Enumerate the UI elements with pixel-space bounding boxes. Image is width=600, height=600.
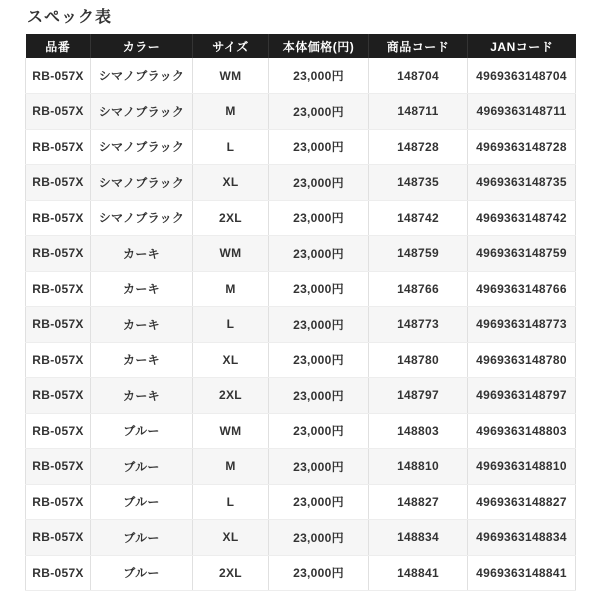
part-number-cell: RB-057X xyxy=(26,307,91,343)
part-number-cell: RB-057X xyxy=(26,342,91,378)
table-row xyxy=(26,449,576,485)
table-row xyxy=(26,94,576,130)
price-cell: 23,000円 xyxy=(269,449,369,485)
spec-table-header xyxy=(26,34,576,58)
product-code-cell: 148766 xyxy=(369,271,468,307)
spec-table xyxy=(25,34,576,591)
jan-code-cell: 4969363148711 xyxy=(468,94,576,130)
part-number-cell: RB-057X xyxy=(26,378,91,414)
table-row xyxy=(26,165,576,201)
color-cell: カーキ xyxy=(91,342,193,378)
column-header-jan-code: JANコード xyxy=(468,34,576,58)
jan-code-cell: 4969363148803 xyxy=(468,413,576,449)
product-code-cell: 148780 xyxy=(369,342,468,378)
product-code-cell: 148773 xyxy=(369,307,468,343)
color-cell: ブルー xyxy=(91,555,193,591)
color-cell: シマノブラック xyxy=(91,165,193,201)
color-cell: カーキ xyxy=(91,236,193,272)
size-cell: WM xyxy=(193,413,269,449)
column-header-part-number: 品番 xyxy=(26,34,91,58)
column-header-product-code: 商品コード xyxy=(369,34,468,58)
product-code-cell: 148797 xyxy=(369,378,468,414)
size-cell: WM xyxy=(193,58,269,94)
size-cell: XL xyxy=(193,342,269,378)
size-cell: WM xyxy=(193,236,269,272)
jan-code-cell: 4969363148827 xyxy=(468,484,576,520)
jan-code-cell: 4969363148797 xyxy=(468,378,576,414)
part-number-cell: RB-057X xyxy=(26,413,91,449)
table-row xyxy=(26,236,576,272)
size-cell: XL xyxy=(193,165,269,201)
part-number-cell: RB-057X xyxy=(26,555,91,591)
product-code-cell: 148803 xyxy=(369,413,468,449)
part-number-cell: RB-057X xyxy=(26,129,91,165)
color-cell: ブルー xyxy=(91,484,193,520)
jan-code-cell: 4969363148773 xyxy=(468,307,576,343)
price-cell: 23,000円 xyxy=(269,484,369,520)
price-cell: 23,000円 xyxy=(269,271,369,307)
product-code-cell: 148759 xyxy=(369,236,468,272)
part-number-cell: RB-057X xyxy=(26,449,91,485)
jan-code-cell: 4969363148841 xyxy=(468,555,576,591)
price-cell: 23,000円 xyxy=(269,378,369,414)
jan-code-cell: 4969363148759 xyxy=(468,236,576,272)
color-cell: ブルー xyxy=(91,449,193,485)
part-number-cell: RB-057X xyxy=(26,271,91,307)
color-cell: ブルー xyxy=(91,413,193,449)
product-code-cell: 148742 xyxy=(369,200,468,236)
color-cell: シマノブラック xyxy=(91,94,193,130)
product-code-cell: 148728 xyxy=(369,129,468,165)
jan-code-cell: 4969363148728 xyxy=(468,129,576,165)
product-code-cell: 148704 xyxy=(369,58,468,94)
product-code-cell: 148711 xyxy=(369,94,468,130)
part-number-cell: RB-057X xyxy=(26,484,91,520)
table-row xyxy=(26,555,576,591)
product-code-cell: 148827 xyxy=(369,484,468,520)
color-cell: シマノブラック xyxy=(91,200,193,236)
product-code-cell: 148834 xyxy=(369,520,468,556)
size-cell: M xyxy=(193,449,269,485)
jan-code-cell: 4969363148742 xyxy=(468,200,576,236)
color-cell: シマノブラック xyxy=(91,129,193,165)
size-cell: L xyxy=(193,129,269,165)
size-cell: L xyxy=(193,307,269,343)
size-cell: M xyxy=(193,271,269,307)
part-number-cell: RB-057X xyxy=(26,94,91,130)
table-row xyxy=(26,520,576,556)
product-code-cell: 148735 xyxy=(369,165,468,201)
header-row xyxy=(26,34,576,58)
table-row xyxy=(26,271,576,307)
part-number-cell: RB-057X xyxy=(26,520,91,556)
size-cell: 2XL xyxy=(193,555,269,591)
price-cell: 23,000円 xyxy=(269,413,369,449)
table-row xyxy=(26,413,576,449)
size-cell: 2XL xyxy=(193,378,269,414)
column-header-size: サイズ xyxy=(193,34,269,58)
column-header-price: 本体価格(円) xyxy=(269,34,369,58)
table-row xyxy=(26,200,576,236)
price-cell: 23,000円 xyxy=(269,555,369,591)
jan-code-cell: 4969363148735 xyxy=(468,165,576,201)
size-cell: 2XL xyxy=(193,200,269,236)
table-row xyxy=(26,58,576,94)
price-cell: 23,000円 xyxy=(269,58,369,94)
price-cell: 23,000円 xyxy=(269,200,369,236)
price-cell: 23,000円 xyxy=(269,236,369,272)
price-cell: 23,000円 xyxy=(269,129,369,165)
jan-code-cell: 4969363148780 xyxy=(468,342,576,378)
column-header-color: カラー xyxy=(91,34,193,58)
table-row xyxy=(26,307,576,343)
table-row xyxy=(26,378,576,414)
price-cell: 23,000円 xyxy=(269,307,369,343)
size-cell: XL xyxy=(193,520,269,556)
product-code-cell: 148841 xyxy=(369,555,468,591)
jan-code-cell: 4969363148810 xyxy=(468,449,576,485)
part-number-cell: RB-057X xyxy=(26,165,91,201)
page-title: スペック表 xyxy=(27,9,113,26)
jan-code-cell: 4969363148704 xyxy=(468,58,576,94)
price-cell: 23,000円 xyxy=(269,165,369,201)
jan-code-cell: 4969363148766 xyxy=(468,271,576,307)
part-number-cell: RB-057X xyxy=(26,236,91,272)
part-number-cell: RB-057X xyxy=(26,58,91,94)
size-cell: M xyxy=(193,94,269,130)
product-code-cell: 148810 xyxy=(369,449,468,485)
price-cell: 23,000円 xyxy=(269,520,369,556)
price-cell: 23,000円 xyxy=(269,94,369,130)
color-cell: カーキ xyxy=(91,307,193,343)
size-cell: L xyxy=(193,484,269,520)
jan-code-cell: 4969363148834 xyxy=(468,520,576,556)
part-number-cell: RB-057X xyxy=(26,200,91,236)
spec-table-body xyxy=(26,58,576,591)
color-cell: カーキ xyxy=(91,271,193,307)
color-cell: カーキ xyxy=(91,378,193,414)
color-cell: シマノブラック xyxy=(91,58,193,94)
table-row xyxy=(26,129,576,165)
price-cell: 23,000円 xyxy=(269,342,369,378)
table-row xyxy=(26,342,576,378)
table-row xyxy=(26,484,576,520)
color-cell: ブルー xyxy=(91,520,193,556)
